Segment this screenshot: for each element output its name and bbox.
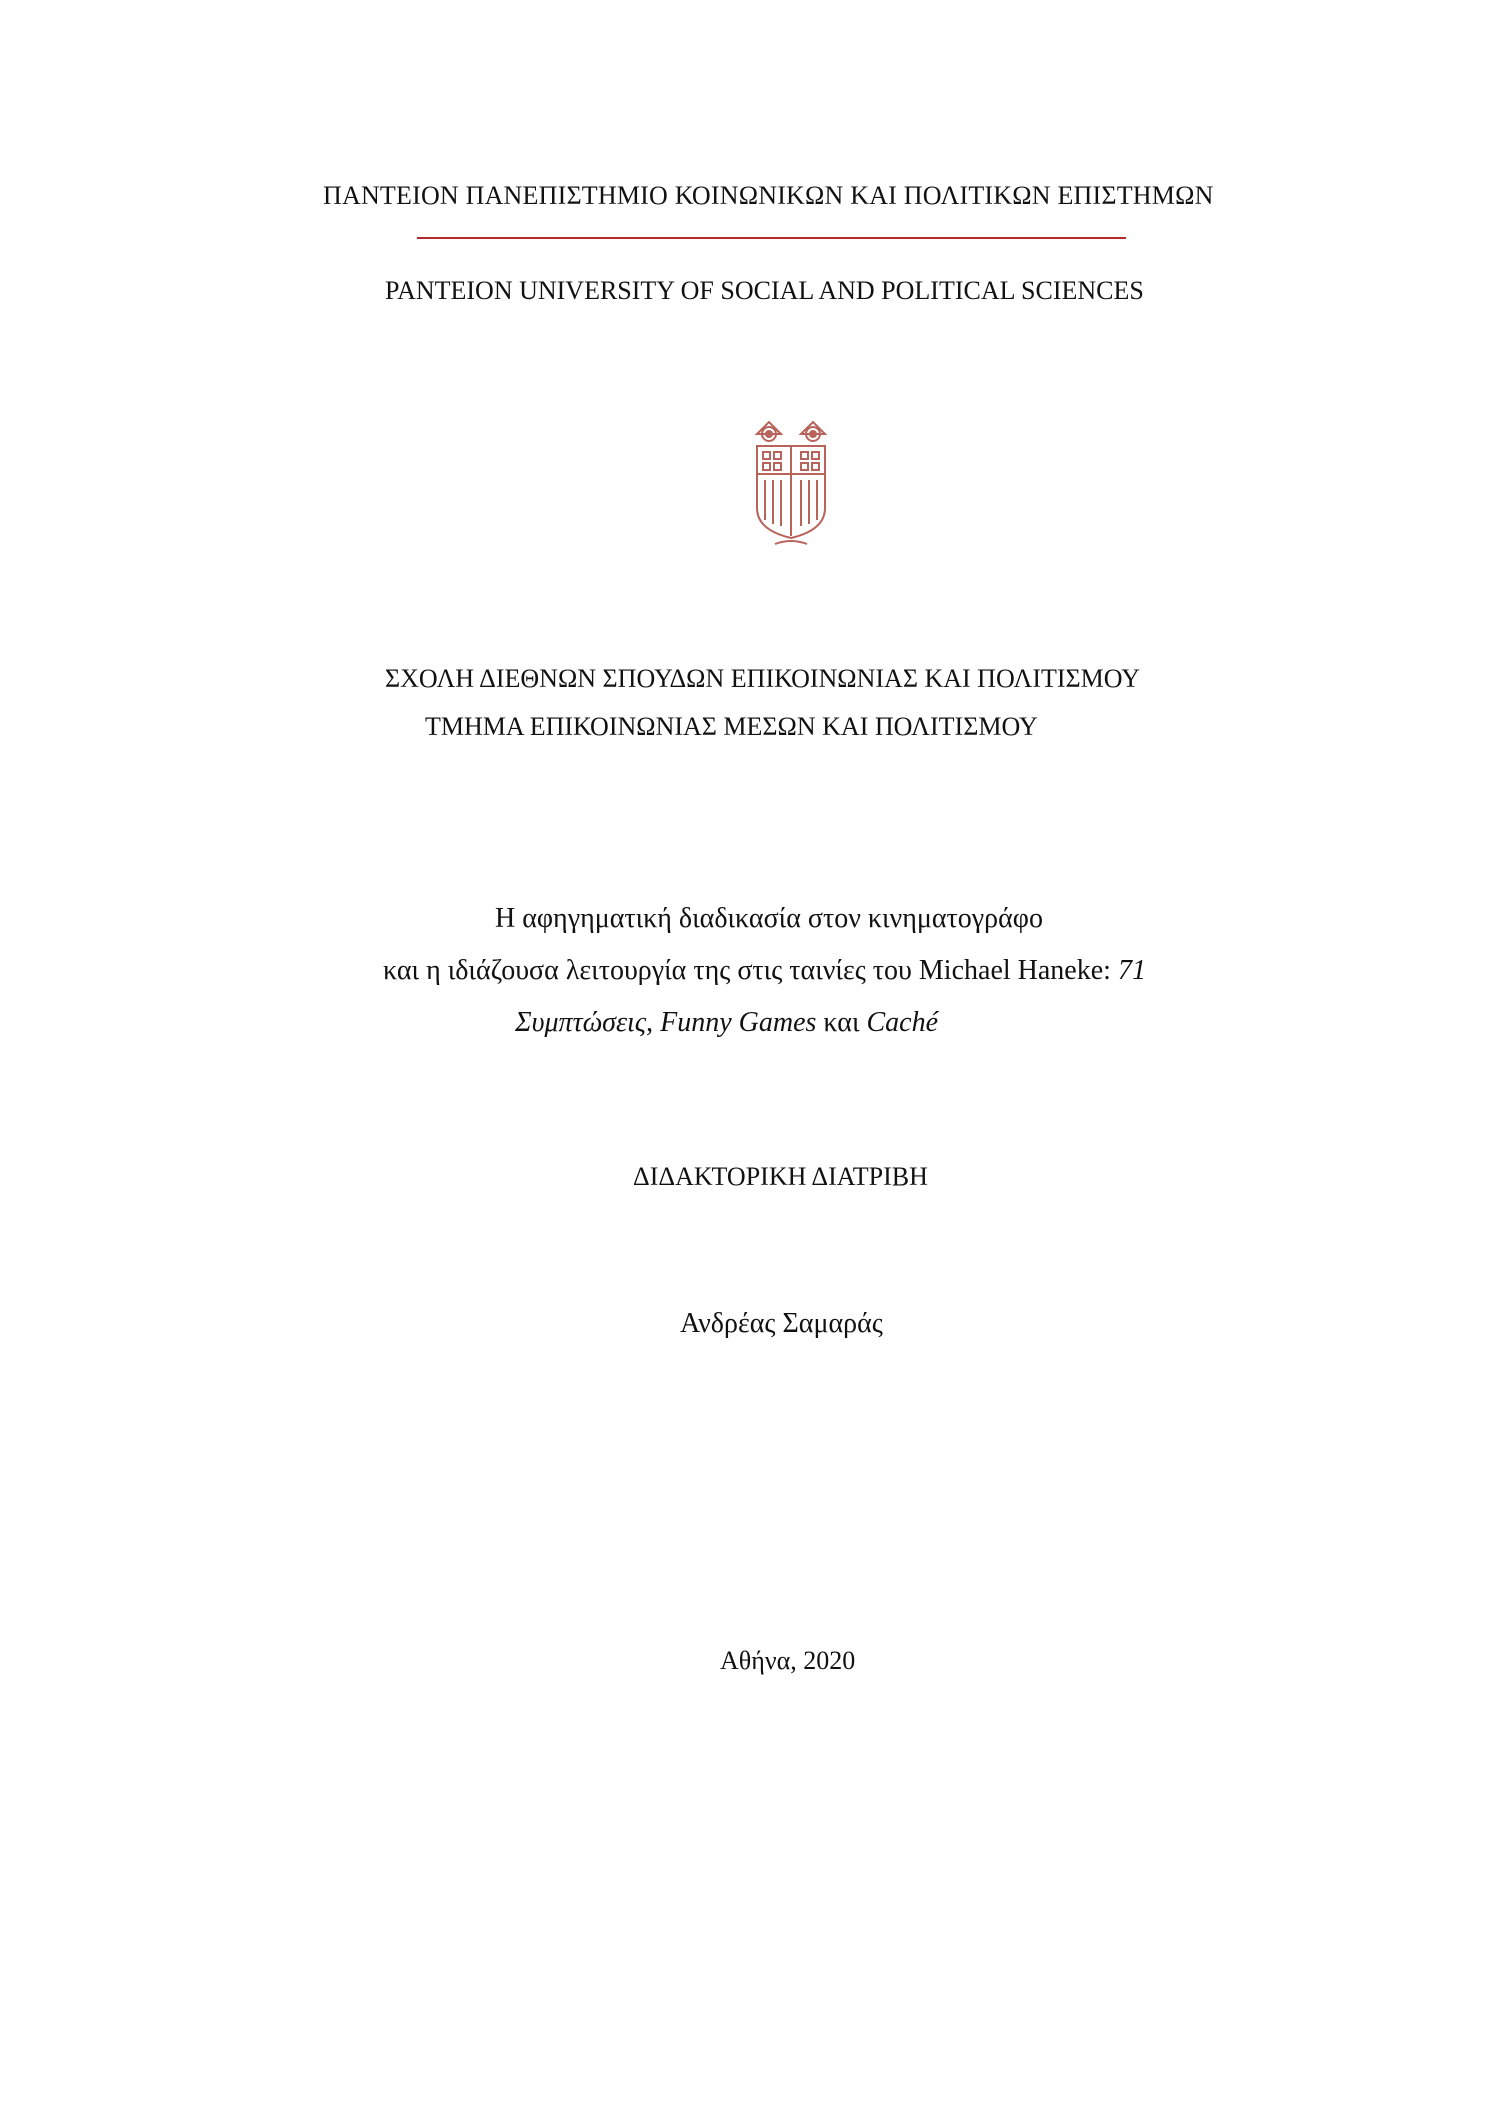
title-separator-2: και [816, 1007, 867, 1038]
film-title-symptoseis: Συμπτώσεις [515, 1007, 647, 1038]
thesis-title-line-2-text: και η ιδιάζουσα λειτουργία της στις ταινίες του Michael Haneke: [383, 955, 1118, 986]
thesis-title-line-3 [515, 1005, 1215, 1041]
thesis-title-line-1: Η αφηγηματική διαδικασία στον κινηματογράφο [495, 903, 1043, 934]
film-title-cache: Caché [866, 1007, 939, 1038]
university-crest-icon [753, 420, 829, 550]
thesis-title-line-2-italic: 71 [1117, 955, 1146, 986]
school-name: ΣΧΟΛΗ ΔΙΕΘΝΩΝ ΣΠΟΥΔΩΝ ΕΠΙΚΟΙΝΩΝΙΑΣ ΚΑΙ ΠΟΛΙΤΙΣΜΟΥ [385, 664, 1141, 693]
header-divider [417, 237, 1126, 239]
title-separator-1: , [646, 1007, 661, 1038]
author-name: Ανδρέας Σαμαράς [680, 1308, 883, 1339]
university-name-english: PANTEION UNIVERSITY OF SOCIAL AND POLITICAL SCIENCES [385, 276, 1144, 305]
document-type: ΔΙΔΑΚΤΟΡΙΚΗ ΔΙΑΤΡΙΒΗ [633, 1162, 928, 1191]
university-name-greek: ΠΑΝΤΕΙΟΝ ΠΑΝΕΠΙΣΤΗΜΙΟ ΚΟΙΝΩΝΙΚΩΝ ΚΑΙ ΠΟΛΙΤΙΚΩΝ ΕΠΙΣΤΗΜΩΝ [323, 181, 1214, 210]
department-name: ΤΜΗΜΑ ΕΠΙΚΟΙΝΩΝΙΑΣ ΜΕΣΩΝ ΚΑΙ ΠΟΛΙΤΙΣΜΟΥ [425, 712, 1038, 741]
thesis-title-line-2 [383, 953, 1213, 989]
place-and-date: Αθήνα, 2020 [720, 1646, 856, 1675]
film-title-funny-games: Funny Games [660, 1007, 817, 1038]
